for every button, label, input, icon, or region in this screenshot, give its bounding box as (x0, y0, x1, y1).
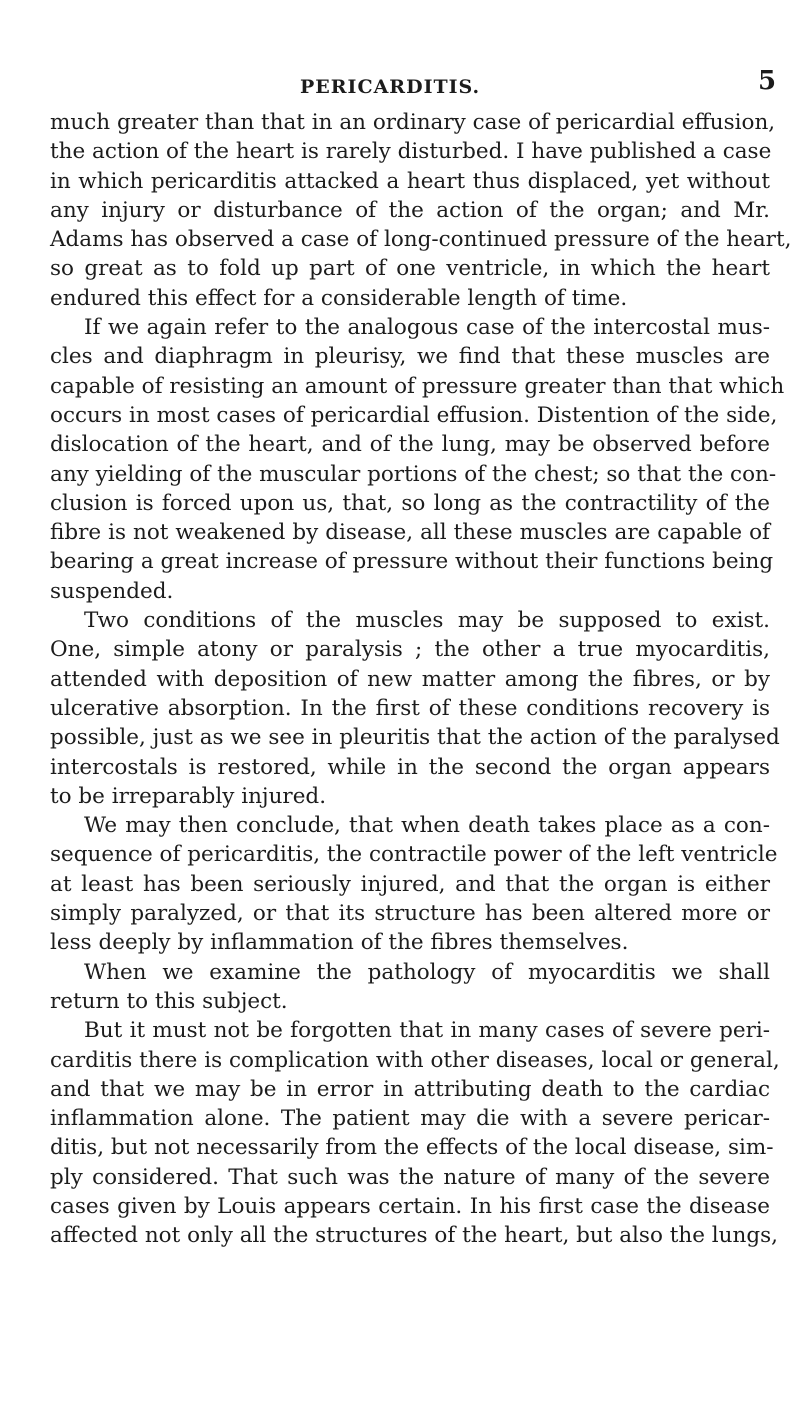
text-line: any injury or disturbance of the action of the organ; and Mr. (50, 197, 770, 223)
text-line: carditis there is complication with other diseases, local or general, (50, 1047, 780, 1073)
text-line: affected not only all the structures of the heart, but also the lungs, (50, 1223, 778, 1249)
text-line: so great as to fold up part of one ventricle, in which the heart (50, 256, 770, 282)
text-line: Two conditions of the muscles may be supposed to exist. (84, 608, 770, 634)
text-line: endured this effect for a considerable length of time. (50, 285, 628, 311)
text-line: intercostals is restored, while in the second the organ appears (50, 754, 770, 780)
text-line: in which pericarditis attacked a heart thus displaced, yet without (50, 168, 770, 194)
text-line: attended with deposition of new matter among the fibres, or by (50, 666, 770, 692)
page-number: 5 (758, 66, 777, 96)
text-line: suspended. (50, 578, 174, 604)
text-line: bearing a great increase of pressure without their functions being (50, 549, 774, 575)
text-line: inflammation alone. The patient may die with a severe pericar- (50, 1106, 770, 1132)
text-line: cles and diaphragm in pleurisy, we find that these muscles are (50, 344, 770, 370)
paragraph (50, 313, 785, 606)
text-line: When we examine the pathology of myocarditis we shall (84, 959, 770, 985)
text-line: simply paralyzed, or that its structure has been altered more or (50, 901, 770, 927)
text-line: the action of the heart is rarely disturbed. I have published a case (50, 139, 772, 165)
text-line: We may then conclude, that when death takes place as a con- (84, 813, 770, 839)
text-line: Adams has observed a case of long-continued pressure of the heart, (50, 227, 792, 253)
text-line: sequence of pericarditis, the contractile power of the left ventricle (50, 842, 778, 868)
paragraph (50, 1016, 780, 1250)
text-line: possible, just as we see in pleuritis that the action of the paralysed (50, 725, 780, 751)
text-line: any yielding of the muscular portions of the chest; so that the con- (50, 461, 777, 487)
text-line: ditis, but not necessarily from the effects of the local disease, sim- (50, 1135, 774, 1161)
text-line: at least has been seriously injured, and that the organ is either (50, 871, 770, 897)
running-header: PERICARDITIS. (300, 76, 481, 98)
text-line: clusion is forced upon us, that, so long as the contractility of the (50, 490, 770, 516)
text-line: One, simple atony or paralysis ; the other a true myocarditis, (50, 637, 770, 663)
text-line: much greater than that in an ordinary case of pericardial effusion, (50, 110, 776, 135)
text-line: cases given by Louis appears certain. In his first case the disease (50, 1193, 770, 1219)
text-line: But it must not be forgotten that in many cases of severe peri- (84, 1018, 770, 1044)
paragraph (50, 606, 780, 811)
text-line: ulcerative absorption. In the first of these conditions recovery is (50, 695, 770, 721)
text-line: occurs in most cases of pericardial effusion. Distention of the side, (50, 402, 778, 428)
text-line: fibre is not weakened by disease, all these muscles are capable of (50, 520, 770, 546)
text-line: less deeply by inflammation of the fibres themselves. (50, 930, 629, 956)
text-line: return to this subject. (50, 988, 288, 1014)
text-line: and that we may be in error in attributing death to the cardiac (50, 1076, 770, 1102)
text-line: dislocation of the heart, and of the lung, may be observed before (50, 432, 770, 458)
text-line: capable of resisting an amount of pressure greater than that which (50, 373, 785, 399)
text-line: If we again refer to the analogous case of the intercostal mus- (84, 315, 770, 341)
text-line: to be irreparably injured. (50, 783, 327, 809)
paragraph (50, 811, 778, 957)
paragraph (50, 108, 792, 313)
paragraph (50, 958, 770, 1017)
body-text (50, 108, 792, 1251)
text-line: ply considered. That such was the nature of many of the severe (50, 1164, 770, 1190)
